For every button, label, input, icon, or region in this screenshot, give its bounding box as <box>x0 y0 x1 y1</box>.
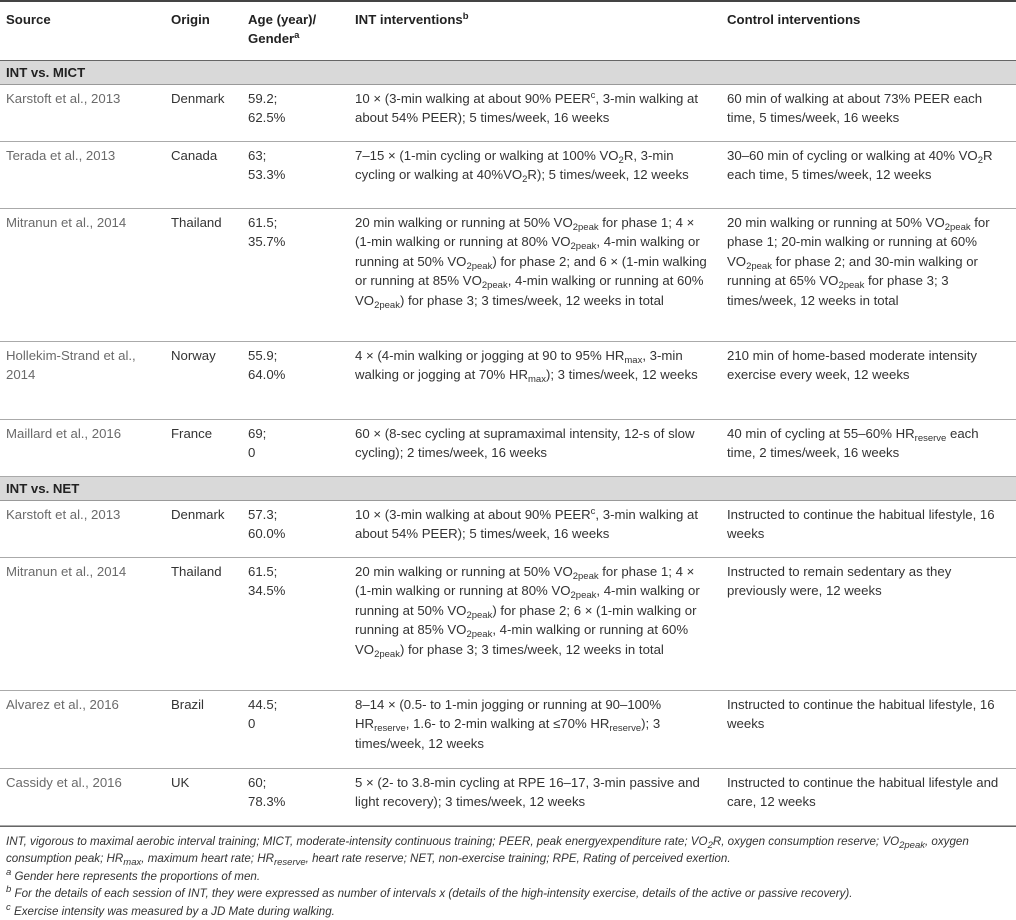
table-row <box>0 209 1016 342</box>
header-int-interventions: INT interventions$^b$ <box>355 11 469 27</box>
table-row <box>0 85 1016 142</box>
age-value: 69; <box>248 426 267 441</box>
origin-cell: Norway <box>171 348 216 363</box>
origin-cell: Thailand <box>171 215 222 230</box>
source-cell: Hollekim-Strand et al., 2014 <box>6 348 136 383</box>
gender-value: 34.5% <box>248 583 286 599</box>
age-value: 61.5; <box>248 564 278 579</box>
source-cell: Karstoft et al., 2013 <box>6 91 121 106</box>
source-cell: Alvarez et al., 2016 <box>6 697 119 712</box>
age-value: 44.5; <box>248 697 278 712</box>
origin-cell: France <box>171 426 213 441</box>
age-value: 61.5; <box>248 215 278 230</box>
origin-cell: UK <box>171 775 190 790</box>
source-cell: Mitranun et al., 2014 <box>6 215 127 230</box>
control-intervention-cell: Instructed to continue the habitual lifestyle, 16 weeks <box>727 697 995 732</box>
age-gender-cell <box>242 424 349 476</box>
origin-cell: Canada <box>171 148 218 163</box>
section-header: INT vs. NET <box>0 477 1016 501</box>
control-intervention-cell: 40 min of cycling at 55–60% $HR_{reserve}$ each time, 2 times/week, 16 weeks <box>727 426 979 461</box>
age-gender-cell <box>242 695 349 768</box>
int-intervention-cell: 60 × (8-sec cycling at supramaximal intensity, 12-s of slow cycling); 2 times/week, 16 weeks <box>355 426 695 461</box>
control-intervention-cell: Instructed to continue the habitual lifestyle and care, 12 weeks <box>727 775 999 810</box>
origin-cell: Thailand <box>171 564 222 579</box>
control-intervention-cell: Instructed to continue the habitual lifestyle, 16 weeks <box>727 507 995 542</box>
int-intervention-cell: 10 × (3-min walking at about 90% PEER$^c$, 3-min walking at about 54% PEER); 5 times/week, 16 weeks <box>355 506 699 542</box>
gender-value: 0 <box>248 445 256 461</box>
control-intervention-cell: Instructed to remain sedentary as they previously were, 12 weeks <box>727 564 952 599</box>
gender-value: 53.3% <box>248 167 286 183</box>
int-intervention-cell: 5 × (2- to 3.8-min cycling at RPE 16–17, 3-min passive and light recovery); 3 times/week, 12 weeks <box>355 775 700 810</box>
header-control-interventions: Control interventions <box>727 12 861 27</box>
age-gender-cell <box>242 346 349 419</box>
age-gender-cell <box>242 505 349 557</box>
table-row <box>0 501 1016 558</box>
source-cell: Karstoft et al., 2013 <box>6 507 121 522</box>
control-intervention-cell: 210 min of home-based moderate intensity exercise every week, 12 weeks <box>727 348 977 383</box>
header-source: Source <box>6 12 51 27</box>
table-row <box>0 342 1016 420</box>
int-intervention-cell: 4 × (4-min walking or jogging at 90 to 95% $HR_{max}$, 3-min walking or jogging at 70% $HR_{max}$); 3 times/week, 12 weeks <box>355 348 698 386</box>
table-footnotes <box>0 827 1016 920</box>
source-cell: Maillard et al., 2016 <box>6 426 122 441</box>
table-body <box>0 61 1016 826</box>
origin-cell: Denmark <box>171 507 225 522</box>
age-value: 55.9; <box>248 348 278 363</box>
age-value: 59.2; <box>248 91 278 106</box>
table-row <box>0 420 1016 477</box>
int-intervention-cell: 20 min walking or running at 50% $VO_{2peak}$ for phase 1; 4 × (1-min walking or running at 80% $VO_{2peak}$, 4-min walking or running at 50% $VO_{2peak}$) for phase 2; 6 × (1-min walking or running at 85% $VO_{2peak}$, 4-min walking or running at 60% $VO_{2peak}$) for phase 3; 3 times/week, 12 weeks in total <box>355 564 700 660</box>
origin-cell: Denmark <box>171 91 225 106</box>
table-row <box>0 769 1016 826</box>
table-row <box>0 691 1016 769</box>
table-row <box>0 142 1016 209</box>
source-cell: Cassidy et al., 2016 <box>6 775 122 790</box>
age-value: 60; <box>248 775 267 790</box>
int-intervention-cell: 10 × (3-min walking at about 90% PEER$^c$, 3-min walking at about 54% PEER); 5 times/week, 16 weeks <box>355 90 699 126</box>
gender-value: 35.7% <box>248 234 286 250</box>
control-intervention-cell: 60 min of walking at about 73% PEER each time, 5 times/week, 16 weeks <box>727 91 983 126</box>
age-gender-cell <box>242 213 349 341</box>
control-intervention-cell: 20 min walking or running at 50% $VO_{2peak}$ for phase 1; 20-min walking or running at 60% $VO_{2peak}$ for phase 2; and 30-min walking or running at 65% $VO_{2peak}$ for phase 3; 3 times/week, 12 weeks in total <box>727 215 990 308</box>
footnote-b: $^b$ For the details of each session of INT, they were expressed as number of intervals x (details of the high-intensity exercise, details of the active or passive recovery). <box>6 884 853 901</box>
footnote-c: $^c$ Exercise intensity was measured by a JD Mate during walking. <box>6 901 335 918</box>
age-value: 63; <box>248 148 267 163</box>
source-cell: Terada et al., 2013 <box>6 148 116 163</box>
int-intervention-cell: 7–15 × (1-min cycling or walking at 100% $VO_2R$, 3-min cycling or walking at $40\%VO_2R$); 5 times/week, 12 weeks <box>355 148 689 186</box>
gender-value: 78.3% <box>248 794 286 810</box>
age-value: 57.3; <box>248 507 278 522</box>
footnote-a: $^a$ Gender here represents the proportions of men. <box>6 866 261 883</box>
age-gender-cell <box>242 562 349 690</box>
source-cell: Mitranun et al., 2014 <box>6 564 127 579</box>
age-gender-cell <box>242 773 349 825</box>
gender-value: 60.0% <box>248 526 286 542</box>
gender-value: 62.5% <box>248 110 286 126</box>
age-gender-cell <box>242 146 349 208</box>
int-intervention-cell: 20 min walking or running at 50% $VO_{2peak}$ for phase 1; 4 × (1-min walking or running at 80% $VO_{2peak}$, 4-min walking or running at 50% $VO_{2peak}$) for phase 2; and 6 × (1-min walking or running at 85% $VO_{2peak}$, 4-min walking or running at 60% $VO_{2peak}$) for phase 3; 3 times/week, 12 weeks in total <box>355 215 707 311</box>
control-intervention-cell: 30–60 min of cycling or walking at 40% $VO_2R$ each time, 5 times/week, 12 weeks <box>727 148 993 183</box>
gender-value: 0 <box>248 716 256 732</box>
header-age-gender: Age (year)/ Gender$^a$ <box>248 12 317 47</box>
gender-value: 64.0% <box>248 367 286 383</box>
table-row <box>0 558 1016 691</box>
origin-cell: Brazil <box>171 697 204 712</box>
age-gender-cell <box>242 89 349 141</box>
section-header: INT vs. MICT <box>0 61 1016 85</box>
header-origin: Origin <box>171 12 210 27</box>
table-header-row <box>0 2 1016 61</box>
abbreviations-note: INT, vigorous to maximal aerobic interval training; MICT, moderate-intensity continuous training; PEER, peak energyexpenditure rate; $VO_2R$, oxygen consumption reserve; $VO_{2peak}$, oxygen consumption peak; $HR_{max}$, maximum heart rate; $HR_{reserve}$, heart rate reserve; NET, non-exercise training; RPE, Rating of perceived exertion. <box>6 835 969 869</box>
int-intervention-cell: 8–14 × (0.5- to 1-min jogging or running at 90–100% $HR_{reserve}$, 1.6- to 2-min walking at ≤70% $HR_{reserve}$); 3 times/week, 12 weeks <box>355 697 662 751</box>
